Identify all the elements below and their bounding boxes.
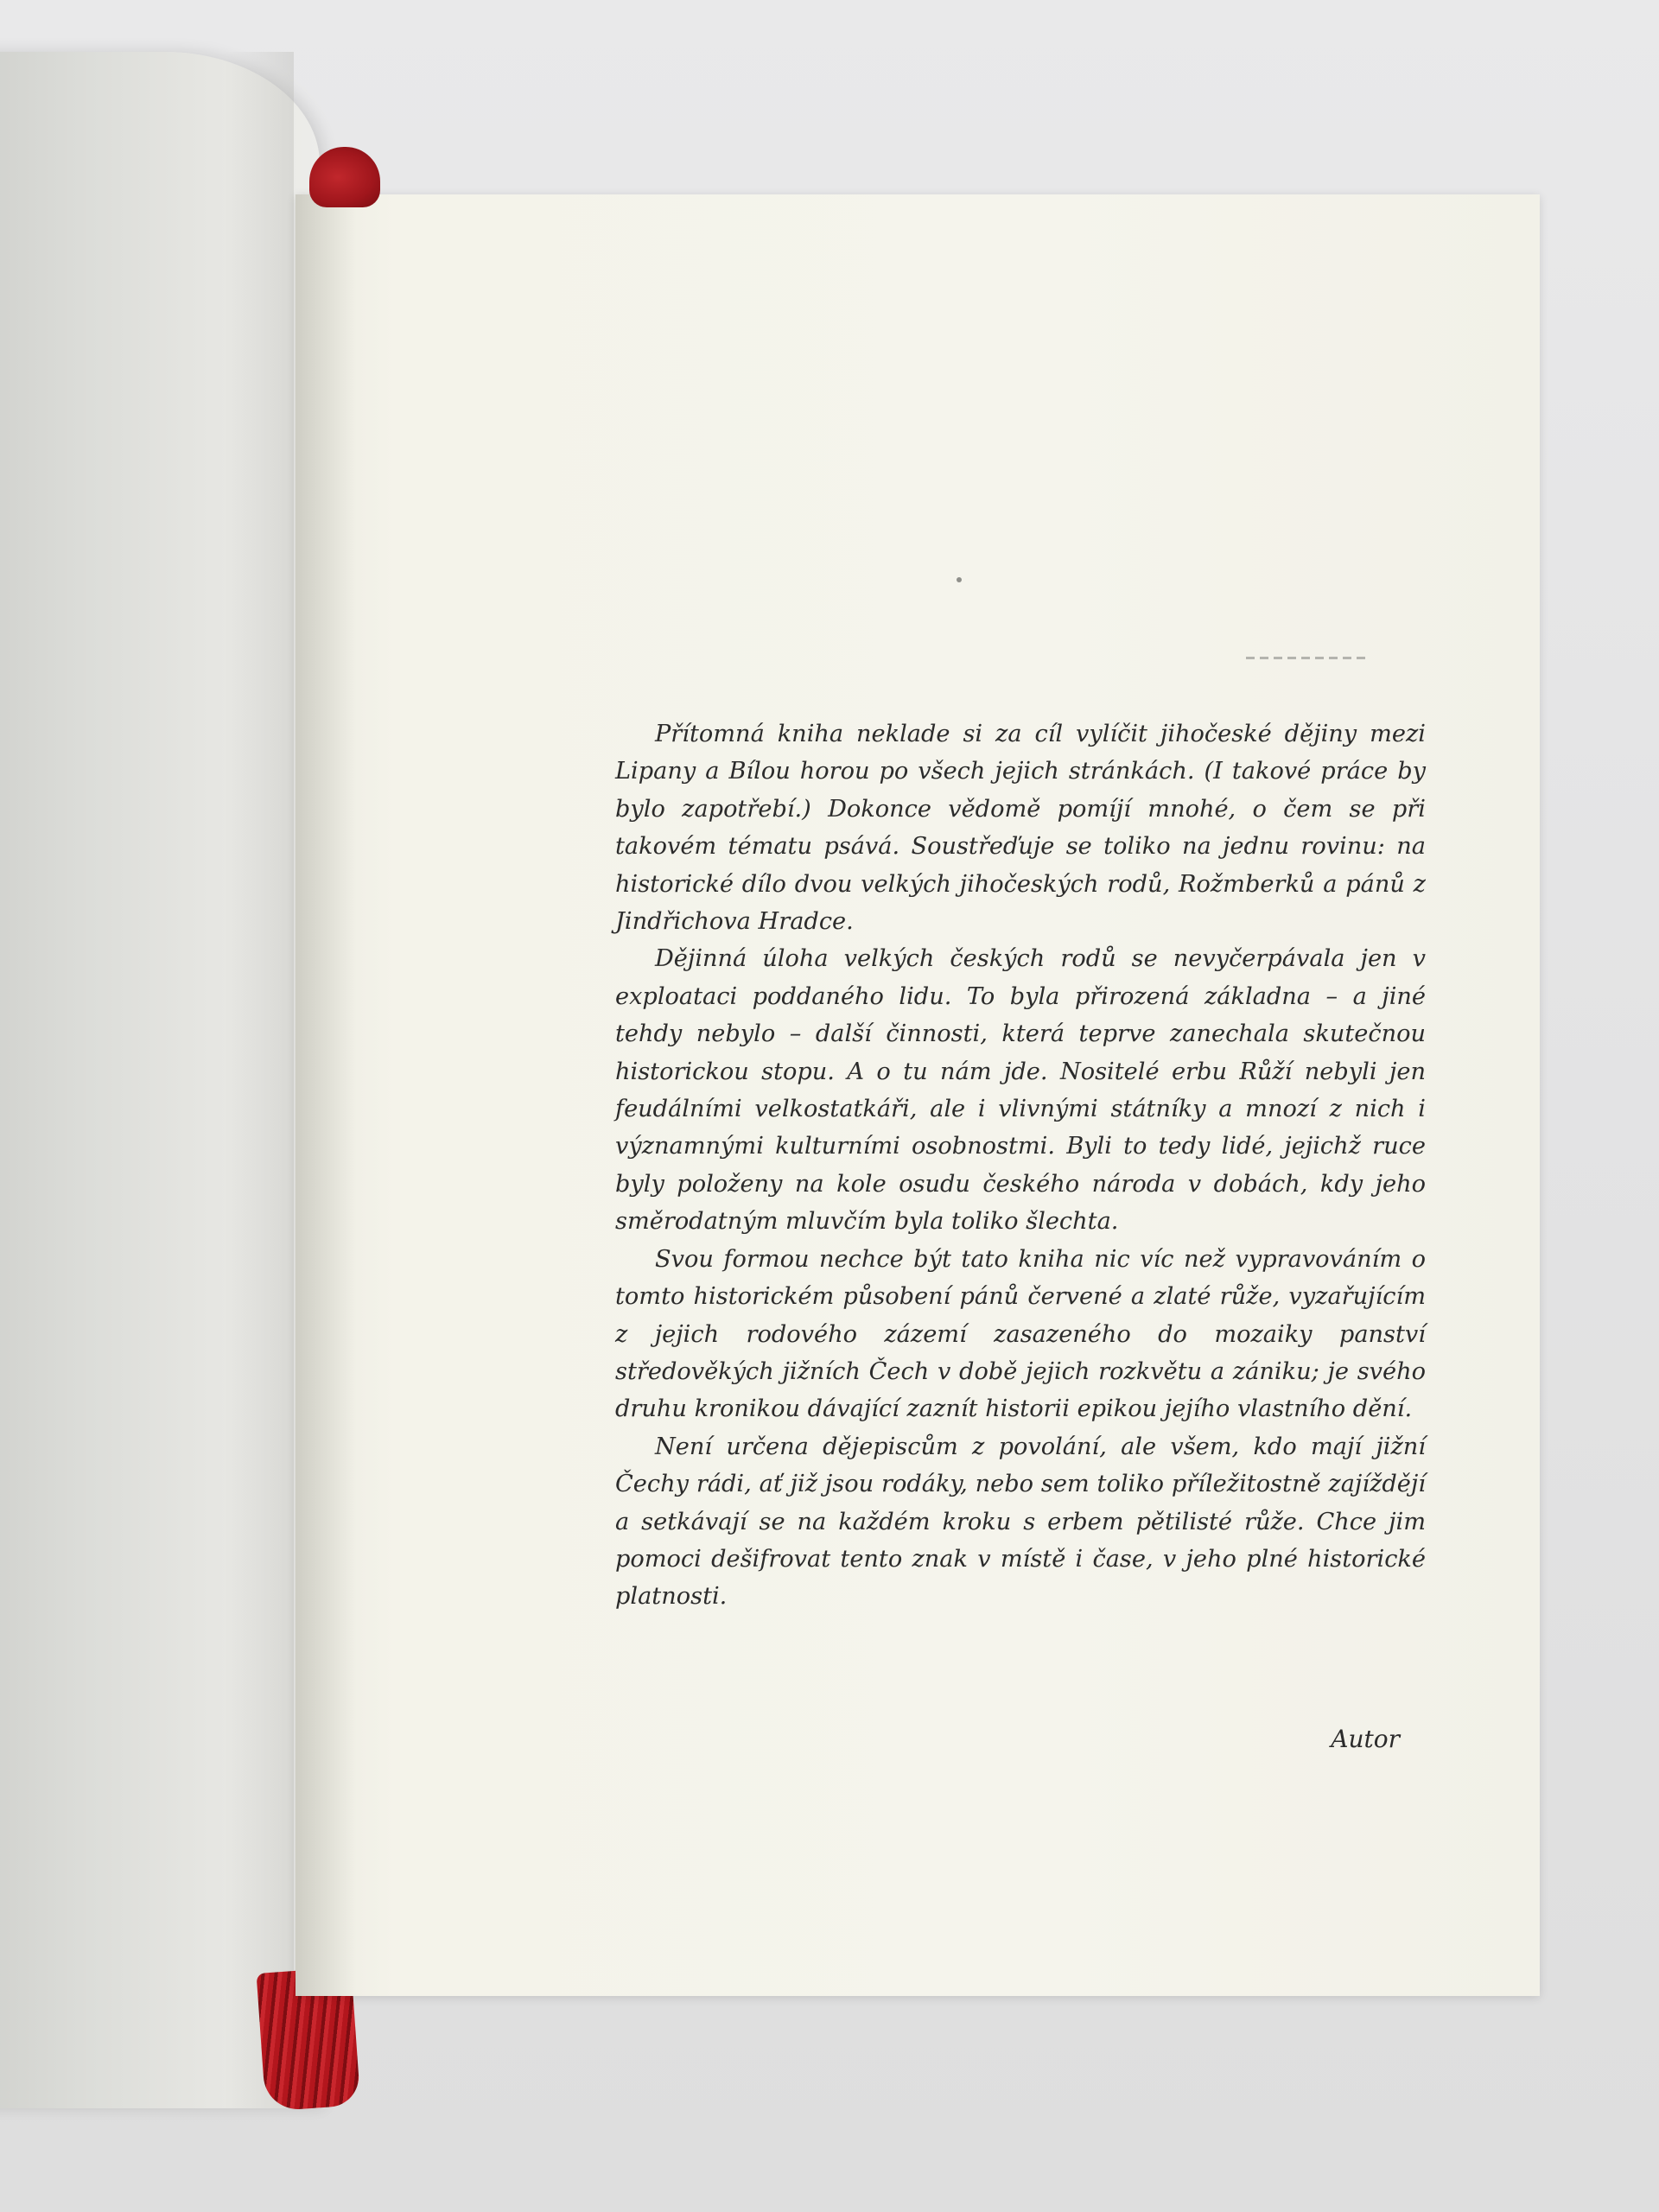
paper-speck — [957, 577, 962, 582]
bookmark-ribbon-top — [309, 147, 380, 207]
page-curve-shadow — [225, 52, 294, 2108]
preface-paragraph-2: Dějinná úloha velkých českých rodů se nevyčerpávala jen v exploataci poddaného lidu. To byla přirozená základna – a jiné tehdy nebylo – další činnosti, která teprve zanechala skutečnou historickou stopu. A o tu nám jde. Nositelé erbu Růží nebyli jen feudálními velkostatkáři, ale i vlivnými státníky a mnozí z nich i významnými kulturními osobnostmi. Byli to tedy lidé, jejichž ruce byly položeny na kole osudu českého národa v dobách, kdy jeho směrodatným mluvčím byla toliko šlechta. — [615, 945, 1426, 1236]
author-signature: Autor — [1331, 1725, 1400, 1753]
preface-text — [615, 715, 1426, 1616]
preface-paragraph-3: Svou formou nechce být tato kniha nic víc než vypravováním o tomto historickém působení pánů červené a zlaté růže, vyzařujícím z jejich rodového zázemí zasazeného do mozaiky panství středověkých jižních Čech v době jejich rozkvětu a zániku; je svého druhu kronikou dávající zaznít historii epikou jejího vlastního dění. — [615, 1245, 1426, 1423]
pencil-mark — [1246, 657, 1367, 659]
gutter-shadow — [296, 194, 356, 1996]
preface-paragraph-4: Není určena dějepiscům z povolání, ale všem, kdo mají jižní Čechy rádi, ať již jsou rodáky, nebo sem toliko příležitostně zajíždějí a setkávají se na každém kroku s erbem pětilisté růže. Chce jim pomoci dešifrovat tento znak v místě i čase, v jeho plné historické platnosti. — [615, 1433, 1426, 1611]
preface-paragraph-1: Přítomná kniha neklade si za cíl vylíčit jihočeské dějiny mezi Lipany a Bílou horou po všech jejich stránkách. (I takové práce by bylo zapotřebí.) Dokonce vědomě pomíjí mnohé, o čem se při takovém tématu psává. Soustřeďuje se toliko na jednu rovinu: na historické dílo dvou velkých jihočeských rodů, Rožmberků a pánů z Jindřichova Hradce. — [615, 721, 1426, 936]
facing-page-left — [0, 52, 320, 2108]
